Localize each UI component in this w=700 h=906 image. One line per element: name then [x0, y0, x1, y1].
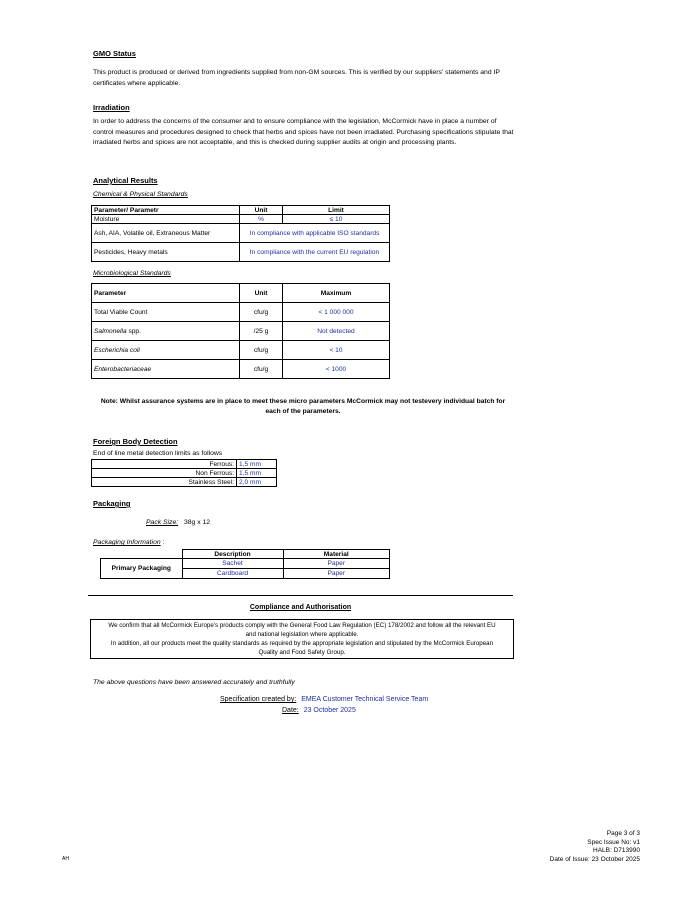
compliance-heading: Compliance and Authorisation	[249, 604, 352, 611]
micro-max: < 10	[283, 341, 390, 360]
chem-header-unit: Unit	[240, 206, 283, 215]
compliance-line2: and national legislation where applicable.	[245, 631, 359, 638]
table-row	[92, 322, 390, 341]
packaging-table	[100, 549, 390, 579]
irradiation-text: In order to address the concerns of the consumer and to ensure compliance with the legislation, McCormick have in place a number of control measures and procedures designed to check that herbs and spices have not been irradiated. Purchasing specifications stipulate that irradiated herbs and spices are not acceptable, and this is checked during supplier audits at origin and processing plants.	[93, 118, 514, 146]
table-row	[92, 469, 277, 478]
table-row	[92, 478, 277, 487]
micro-param-suffix: spp.	[126, 327, 141, 335]
created-by-value: EMEA Customer Technical Service Team	[301, 696, 429, 703]
page-number: Page 3 of 3	[606, 830, 640, 837]
micro-subheading: Microbiological Standards	[93, 270, 171, 277]
micro-note	[90, 397, 516, 417]
analytical-heading: Analytical Results	[93, 176, 158, 185]
packaging-heading: Packaging	[93, 499, 131, 508]
created-by	[220, 696, 428, 703]
metal-label: Non Ferrous:	[92, 469, 237, 478]
metal-label: Stainless Steel:	[92, 478, 237, 487]
compliance-line4: Quality and Food Safety Group.	[258, 649, 346, 656]
micro-max: Not detected	[283, 322, 390, 341]
micro-header-unit: Unit	[240, 284, 283, 303]
pack-size-label: Pack Size:	[146, 519, 179, 526]
irradiation-heading: Irradiation	[93, 103, 130, 112]
packaging-info	[93, 539, 164, 546]
pack-header-description: Description	[182, 550, 283, 559]
table-row	[92, 224, 390, 243]
micro-unit: cfu/g	[240, 360, 283, 379]
created-by-label: Specification created by:	[220, 696, 297, 703]
table-row	[92, 460, 277, 469]
micro-param	[92, 322, 240, 341]
pack-material: Paper	[283, 569, 390, 579]
compliance-line3: In addition, all our products meet the quality standards as required by the appropriate legislation and stipulated by the McCormick European	[110, 640, 494, 647]
chem-unit: %	[240, 215, 283, 224]
gmo-text: This product is produced or derived from ingredients supplied from non-GM sources. This is verified by our suppliers' statements and IP certificates where applicable.	[93, 69, 500, 87]
metal-value: 1,5 mm	[237, 469, 277, 478]
answered-statement: The above questions have been answered accurately and truthfully	[93, 679, 295, 686]
micro-unit: /25 g	[240, 322, 283, 341]
micro-max: < 1000	[283, 360, 390, 379]
metal-detection-table	[91, 459, 277, 487]
pack-size-value: 38g x 12	[184, 519, 211, 526]
micro-note-line2: each of the parameters.	[265, 408, 341, 415]
chem-param: Ash, AIA, Volatile oil, Extraneous Matter	[92, 224, 240, 243]
packaging-info-label: Packaging Information	[93, 539, 161, 546]
micro-max: < 1 000 000	[283, 303, 390, 322]
table-row	[92, 243, 390, 262]
micro-param: Enterobacteriaceae	[92, 360, 240, 379]
table-row	[101, 559, 390, 569]
micro-header-param: Parameter	[92, 284, 240, 303]
foreign-body-intro: End of line metal detection limits as follows	[93, 450, 223, 457]
spec-date	[282, 707, 356, 714]
pack-description: Cardboard	[182, 569, 283, 579]
packaging-info-colon: :	[160, 539, 165, 546]
pack-description: Sachet	[182, 559, 283, 569]
chemical-subheading: Chemical & Physical Standards	[93, 191, 188, 198]
compliance-divider	[88, 595, 513, 596]
micro-param: Escherichia coli	[92, 341, 240, 360]
pack-material: Paper	[283, 559, 390, 569]
micro-param: Total Viable Count	[92, 303, 240, 322]
compliance-line1: We confirm that all McCormick Europe's products comply with the General Food Law Regulation (EC) 178/2002 and follow all the relevant EU	[108, 622, 496, 629]
spec-date-label: Date:	[282, 707, 299, 714]
metal-value: 2,0 mm	[237, 478, 277, 487]
chem-limit: In compliance with applicable ISO standards	[240, 224, 390, 243]
spec-date-value: 23 October 2025	[303, 707, 356, 714]
chem-param: Pesticides, Heavy metals	[92, 243, 240, 262]
metal-label: Ferrous:	[92, 460, 237, 469]
table-row	[92, 215, 390, 224]
table-row	[92, 341, 390, 360]
chem-limit: ≤ 10	[283, 215, 390, 224]
chem-header-limit: Limit	[283, 206, 390, 215]
initials: AH	[62, 856, 69, 862]
chem-limit: In compliance with the current EU regulation	[240, 243, 390, 262]
date-of-issue: Date of Issue: 23 October 2025	[549, 855, 640, 863]
spec-issue: Spec Issue No: v1	[587, 838, 640, 846]
foreign-body-heading: Foreign Body Detection	[93, 437, 178, 446]
gmo-heading: GMO Status	[93, 49, 136, 58]
micro-table	[91, 283, 390, 379]
micro-header-max: Maximum	[283, 284, 390, 303]
micro-unit: cfu/g	[240, 341, 283, 360]
chem-header-param: Parameter/ Parametr	[92, 206, 240, 215]
halb-code: HALB: D713990	[593, 847, 640, 854]
chemical-table	[91, 205, 390, 262]
compliance-box	[90, 619, 514, 659]
pack-size	[146, 519, 210, 526]
table-row	[92, 360, 390, 379]
primary-packaging-label: Primary Packaging	[101, 559, 183, 579]
metal-value: 1,5 mm	[237, 460, 277, 469]
micro-note-line1: Note: Whilst assurance systems are in place to meet these micro parameters McCormick may not testevery individual batch for	[100, 398, 506, 405]
micro-param-italic: Salmonella	[94, 327, 127, 335]
table-row	[92, 303, 390, 322]
pack-header-material: Material	[283, 550, 390, 559]
page-footer	[550, 830, 640, 864]
micro-unit: cfu/g	[240, 303, 283, 322]
chem-param: Moisture	[92, 215, 240, 224]
